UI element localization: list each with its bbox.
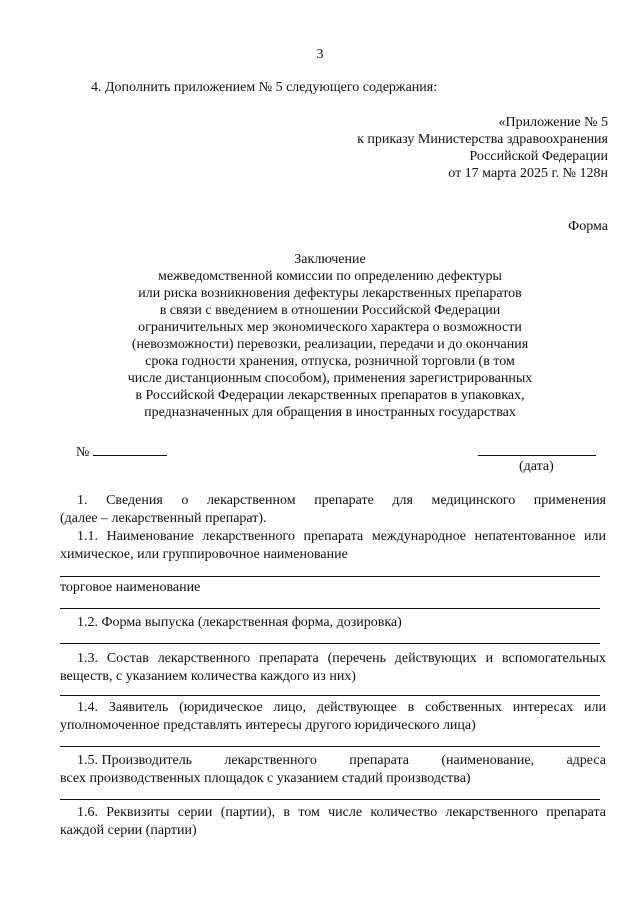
item-1-6-line-1: 1.6. Реквизиты серии (партии), в том числе количество лекарственного препарата <box>77 805 606 820</box>
fill-line-1-2 <box>60 643 600 644</box>
section-1-line-2: (далее – лекарственный препарат). <box>60 511 267 526</box>
number-field <box>76 443 167 461</box>
number-blank-line <box>93 443 167 456</box>
title-line: ограничительных мер экономического характера о возможности <box>138 320 522 335</box>
title-line: (невозможности) перевозки, реализации, передачи и до окончания <box>131 337 529 352</box>
item-1-5-line-1 <box>60 752 606 769</box>
fill-line-1-1 <box>60 576 600 577</box>
item-1-4-line-1: 1.4. Заявитель (юридическое лицо, действующее в собственных интересах или <box>77 700 606 715</box>
title-line: межведомственной комиссии по определению дефектуры <box>158 269 502 284</box>
item-1-5-word: адреса <box>566 753 606 768</box>
document-title <box>80 251 580 421</box>
date-blank-line <box>478 455 596 456</box>
appendix-line: от 17 марта 2025 г. № 128н <box>448 166 608 181</box>
item-1-1-line-1: 1.1. Наименование лекарственного препарата международное непатентованное или <box>77 529 606 544</box>
number-sign: № <box>76 445 90 460</box>
page-number: 3 <box>316 47 324 62</box>
item-1-5-line-2: всех производственных площадок с указанием стадий производства) <box>60 771 471 786</box>
title-line: предназначенных для обращения в иностранных государствах <box>144 405 516 420</box>
item-1-2-text: 1.2. Форма выпуска (лекарственная форма, дозировка) <box>77 615 402 630</box>
item-1-4-line-2: уполномоченное представлять интересы другого юридического лица) <box>60 718 476 733</box>
appendix-line: Российской Федерации <box>469 149 608 164</box>
title-line: числе дистанционным способом), применения зарегистрированных <box>127 371 533 386</box>
appendix-line: к приказу Министерства здравоохранения <box>357 132 608 147</box>
fill-line-1-3 <box>60 695 600 696</box>
item-1-6-line-2: каждой серии (партии) <box>60 823 197 838</box>
fill-line-1-5 <box>60 799 600 800</box>
item-1-3-line-1: 1.3. Состав лекарственного препарата (перечень действующих и вспомогательных <box>77 651 606 666</box>
item-1-5-word: 1.5. Производитель <box>77 753 193 768</box>
title-line: Заключение <box>294 252 366 267</box>
title-line: в связи с введением в отношении Российской Федерации <box>159 303 501 318</box>
appendix-line: «Приложение № 5 <box>498 115 608 130</box>
section-1-line-1: 1. Сведения о лекарственном препарате для медицинского применения <box>77 493 606 508</box>
appendix-header <box>357 114 608 182</box>
title-line: или риска возникновения дефектуры лекарственных препаратов <box>138 286 522 301</box>
form-label: Форма <box>568 219 608 234</box>
item-1-1-line-2: химическое, или группировочное наименование <box>60 547 348 562</box>
item-1-5-word: (наименование, <box>441 753 535 768</box>
trade-name-label: торговое наименование <box>60 580 201 595</box>
item-1-5-word: препарата <box>349 753 409 768</box>
item-4-text: 4. Дополнить приложением № 5 следующего содержания: <box>91 80 438 95</box>
title-line: срока годности хранения, отпуска, розничной торговли (в том <box>145 354 515 369</box>
title-line: в Российской Федерации лекарственных препаратов в упаковках, <box>135 388 525 403</box>
item-1-5-word: лекарственного <box>224 753 317 768</box>
item-1-3-line-2: веществ, с указанием количества каждого из них) <box>60 669 356 684</box>
fill-line-trade-name <box>60 608 600 609</box>
date-label: (дата) <box>519 459 554 474</box>
fill-line-1-4 <box>60 746 600 747</box>
